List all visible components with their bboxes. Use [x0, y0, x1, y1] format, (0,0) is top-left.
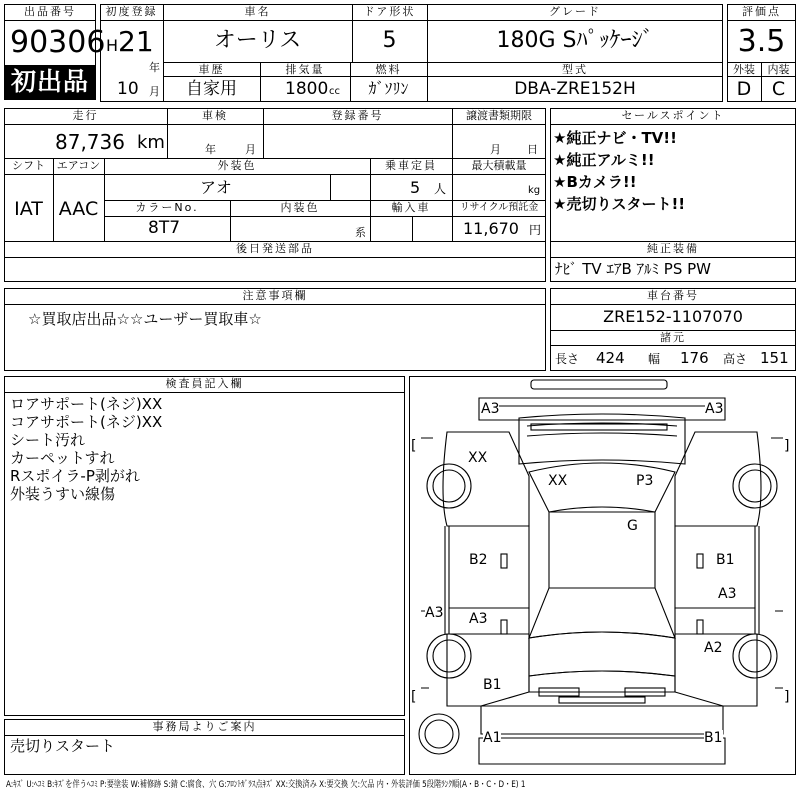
- office-value: 売切りスタート: [10, 737, 116, 755]
- fuel: ｶﾞｿﾘﾝ: [368, 79, 409, 98]
- model-label: 型式: [562, 63, 588, 76]
- model: DBA-ZRE152H: [514, 79, 636, 99]
- lot-number-label: 出品番号: [24, 5, 76, 18]
- height: 151: [760, 349, 789, 367]
- chassis-number: ZRE152-1107070: [603, 307, 743, 326]
- sales-point: ★売切りスタート!!: [553, 195, 686, 213]
- ext-color-label: 外装色: [217, 159, 257, 172]
- ac: AAC: [58, 198, 99, 220]
- import-label: 輸入車: [391, 201, 431, 214]
- bracket-right-upper: ]: [784, 438, 790, 454]
- shift-label: シフト: [12, 159, 45, 172]
- history-label: 車歴: [198, 63, 225, 76]
- recycle-label: リサイクル預託金: [459, 202, 539, 213]
- width-label: 幅: [648, 352, 661, 366]
- reg-no-label: 登録番号: [331, 109, 384, 122]
- inspection-year-unit: 年: [205, 143, 216, 156]
- chassis-label: 車台番号: [647, 289, 699, 302]
- lot-number: 90306: [10, 25, 106, 60]
- height-label: 高さ: [723, 352, 748, 366]
- damage-mark: XX: [548, 473, 568, 489]
- inspector-line: 外装うすい線傷: [10, 485, 116, 503]
- transfer-month-unit: 月: [490, 143, 501, 156]
- sales-point: ★純正ナビ・TV!!: [553, 129, 677, 147]
- bracket-left-lower: [: [411, 689, 417, 705]
- damage-mark: G: [627, 518, 638, 534]
- int-grade-label: 内装: [767, 63, 790, 76]
- ext-grade: D: [736, 78, 752, 100]
- sales-points-label: セールスポイント: [621, 109, 725, 122]
- year-unit: 年: [149, 61, 160, 74]
- later-parts-label: 後日発送部品: [236, 242, 314, 255]
- recycle-unit: 円: [529, 223, 542, 237]
- equipment-value: ﾅﾋﾞ TV ｴｱB ｱﾙﾐ PS PW: [555, 260, 711, 278]
- max-load-unit: kg: [528, 185, 541, 196]
- length-label: 長さ: [555, 352, 580, 366]
- mileage: 87,736: [55, 130, 125, 154]
- damage-mark: A3: [469, 611, 488, 627]
- bracket-right-lower: ]: [784, 689, 790, 705]
- transfer-day-unit: 日: [527, 143, 538, 156]
- legend: A:ｷｽﾞ U:ﾍｺﾐ B:ｷｽﾞを伴うﾍｺﾐ P:要塗装 W:補修跡 S:錆 C:腐食、穴 G:ﾌﾛﾝﾄｶﾞﾗｽ点ｷｽﾞ XX:交換済み X:要交換 欠:欠品 内・外装評価 5段階ﾗﾝｸ順(A・B・C・D・E) 1: [6, 780, 526, 790]
- inspector-line: Rスポイラ-P剥がれ: [10, 467, 140, 485]
- inspection-month-unit: 月: [245, 143, 256, 156]
- damage-mark: A3: [425, 605, 444, 621]
- mileage-label: 走行: [72, 109, 99, 122]
- displacement-unit: cc: [329, 86, 340, 97]
- int-grade: C: [771, 78, 786, 100]
- car-outline: [409, 376, 796, 775]
- sales-point: ★純正アルミ!!: [553, 151, 655, 169]
- doors-label: ドア形状: [363, 5, 416, 18]
- length: 424: [596, 349, 625, 367]
- notes-value: ☆買取店出品☆☆ユーザー買取車☆: [28, 310, 262, 328]
- office-label: 事務局よりご案内: [152, 720, 257, 733]
- displacement-label: 排気量: [285, 63, 325, 76]
- era: H: [106, 36, 119, 55]
- history: 自家用: [186, 79, 237, 99]
- inspector-line: カーペットすれ: [10, 449, 115, 467]
- displacement: 1800: [285, 79, 329, 99]
- max-load-label: 最大積載量: [471, 159, 527, 172]
- ac-label: エアコン: [56, 159, 101, 172]
- grade-label: グレード: [549, 5, 601, 18]
- damage-mark: A1: [483, 730, 502, 746]
- first-listing-badge: 初出品: [5, 65, 95, 99]
- damage-mark: XX: [468, 450, 488, 466]
- month-unit: 月: [149, 85, 160, 98]
- car-name-label: 車名: [244, 5, 271, 18]
- color-no-label: カラーNo.: [135, 201, 199, 214]
- damage-mark: A3: [718, 586, 737, 602]
- int-color-label: 内装色: [280, 201, 320, 214]
- grade: 180G Sﾊﾟｯｹｰｼﾞ: [496, 28, 654, 53]
- inspector-line: シート汚れ: [10, 431, 86, 449]
- damage-mark: B1: [483, 677, 502, 693]
- mileage-unit: km: [137, 132, 165, 153]
- damage-mark: A2: [704, 640, 723, 656]
- car-name: オーリス: [213, 28, 302, 53]
- inspector-line: ロアサポート(ネジ)XX: [10, 395, 163, 413]
- damage-mark: B1: [704, 730, 723, 746]
- inspection-label: 車検: [202, 109, 228, 122]
- score-label: 評価点: [742, 5, 781, 18]
- inspector-label: 検査員記入欄: [165, 377, 244, 390]
- shift: IAT: [14, 198, 43, 220]
- damage-mark: A3: [705, 401, 724, 417]
- ext-grade-label: 外装: [733, 63, 755, 76]
- inspector-line: コアサポート(ネジ)XX: [10, 413, 163, 431]
- bracket-left-upper: [: [411, 438, 417, 454]
- capacity-unit: 人: [434, 182, 447, 196]
- damage-mark: B2: [469, 552, 488, 568]
- doors: 5: [382, 28, 397, 53]
- equipment-label: 純正装備: [647, 242, 699, 255]
- capacity: 5: [410, 178, 421, 197]
- damage-mark: A3: [481, 401, 500, 417]
- damage-mark: P3: [636, 473, 654, 489]
- damage-mark: B1: [716, 552, 735, 568]
- score: 3.5: [737, 24, 786, 59]
- capacity-label: 乗車定員: [385, 159, 437, 172]
- int-color-unit: 系: [355, 226, 366, 239]
- recycle-amount: 11,670: [463, 219, 519, 238]
- fuel-label: 燃料: [375, 63, 402, 76]
- transfer-label: 譲渡書類期限: [466, 109, 532, 122]
- color-no: 8T7: [148, 218, 181, 238]
- dims-label: 諸元: [660, 331, 686, 344]
- ext-color: アオ: [200, 178, 232, 197]
- notes-label: 注意事項欄: [242, 289, 308, 302]
- first-reg-label: 初度登録: [105, 5, 158, 18]
- sales-point: ★Bカメラ!!: [553, 173, 637, 191]
- first-reg-month: 10: [117, 79, 139, 99]
- width: 176: [680, 349, 709, 367]
- first-reg-year: 21: [118, 25, 154, 58]
